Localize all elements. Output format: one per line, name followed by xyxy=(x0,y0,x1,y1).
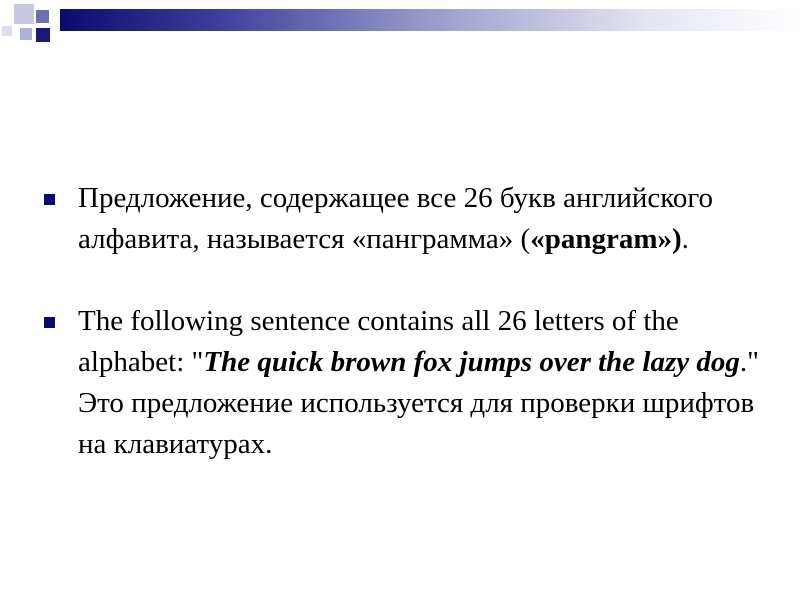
bullet-text: The following sentence contains all 26 letters of the alphabet: " xyxy=(78,305,679,378)
bullet-text-end: ." Это предложение используется для проверки шрифтов на клавиатурах. xyxy=(78,346,759,460)
bullet-item-pangram-definition xyxy=(44,178,764,260)
bullet-bold-term: «pangram») xyxy=(530,223,682,255)
bullet-example-pangram: The quick brown fox jumps over the lazy dog xyxy=(203,346,740,378)
deco-square xyxy=(36,28,50,42)
deco-square xyxy=(20,28,32,40)
bullet-list xyxy=(44,178,764,465)
deco-square xyxy=(14,4,34,24)
deco-square xyxy=(36,10,49,23)
header-gradient-bar xyxy=(60,9,800,31)
bullet-text-end: . xyxy=(681,223,689,255)
deco-square xyxy=(2,26,12,36)
bullet-item-example-sentence xyxy=(44,301,764,465)
bullet-text: Предложение, содержащее все 26 букв английского алфавита, называется «панграмма» ( xyxy=(78,182,714,255)
square-bullet-icon xyxy=(44,317,55,328)
decorative-squares xyxy=(0,0,60,52)
square-bullet-icon xyxy=(44,194,55,205)
